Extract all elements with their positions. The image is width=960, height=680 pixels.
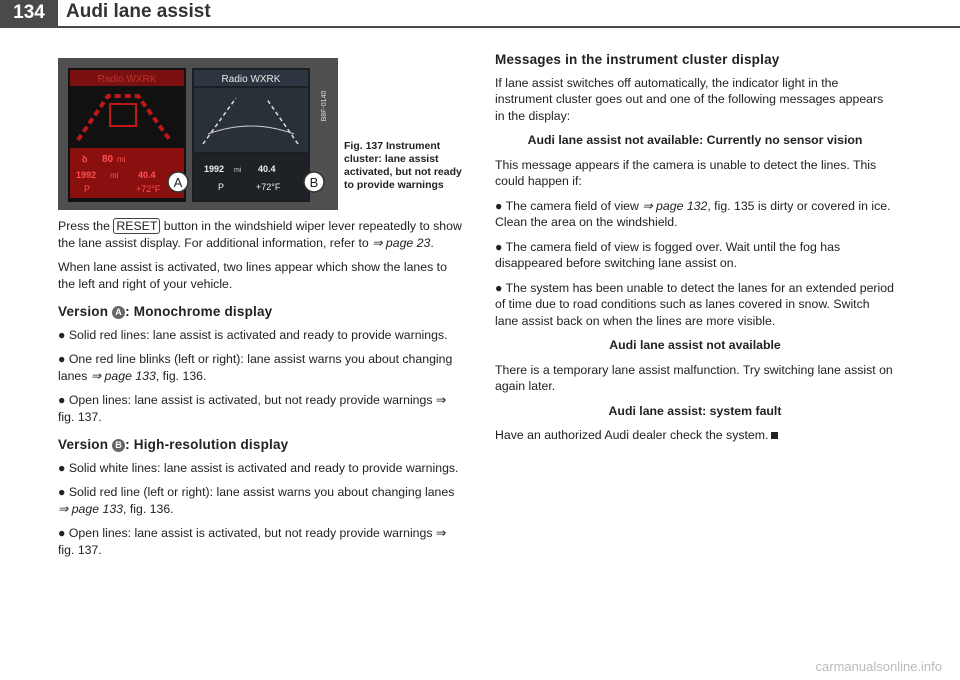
svg-text:A: A: [173, 175, 183, 190]
bullet-c2: ● The camera field of view is fogged over. Wait until the fog has disappeared before switching lane assist on.: [495, 239, 841, 270]
svg-text:P: P: [84, 184, 91, 194]
bullet-b3: ● Open lines: lane assist is activated, but not ready provide warnings ⇒ fig. 137.: [58, 526, 447, 557]
badge-b: B: [112, 439, 125, 452]
svg-text:ꝺ: ꝺ: [82, 154, 88, 164]
page-ref-132[interactable]: ⇒ page 132: [642, 198, 708, 213]
figure-137: [58, 58, 462, 210]
bullet-b1: ● Solid white lines: lane assist is activated and ready to provide warnings.: [58, 460, 459, 475]
message-1-text: This message appears if the camera is unable to detect the lines. This could happen if:: [495, 157, 877, 188]
bullet-c1: ● The camera field of view ⇒ page 132, fig. 135 is dirty or covered in ice. Clean the area on the windshield.: [495, 198, 891, 229]
page-ref-133-a[interactable]: ⇒ page 133: [90, 368, 156, 383]
message-3-title: Audi lane assist: system fault: [608, 403, 782, 418]
svg-text:P: P: [218, 182, 225, 192]
svg-text:40.4: 40.4: [258, 164, 276, 174]
bullet-a2: ● One red line blinks (left or right): lane assist warns you about changing lanes ⇒ page 133, fig. 136.: [58, 352, 453, 383]
badge-a: A: [112, 306, 125, 319]
bullet-a3: ● Open lines: lane assist is activated, but not ready provide warnings ⇒ fig. 137.: [58, 393, 447, 424]
bullet-a1: ● Solid red lines: lane assist is activated and ready to provide warnings.: [58, 327, 448, 342]
svg-text:+72°F: +72°F: [256, 182, 281, 192]
bullet-b2: ● Solid red line (left or right): lane assist warns you about changing lanes ⇒ page 133, fig. 136.: [58, 485, 455, 516]
svg-text:1992: 1992: [204, 164, 225, 174]
svg-text:1992: 1992: [76, 170, 97, 180]
display-a-title: Radio WXRK: [97, 74, 157, 85]
svg-text:B: B: [309, 175, 319, 190]
heading-version-a: Version A : Monochrome display: [58, 304, 273, 319]
message-2-title: Audi lane assist not available: [609, 338, 781, 352]
figure-caption: Fig. 137 Instrument cluster: lane assist activated, but not ready to provide warnings: [344, 140, 462, 191]
paragraph-reset: Press the RESET button in the windshield wiper lever repeatedly to show the lane assist display. For additional information, refer to ⇒ page 23.: [58, 219, 462, 250]
message-2-text: There is a temporary lane assist malfunction. Try switching lane assist on again later.: [495, 362, 893, 393]
message-3-text: Have an authorized Audi dealer check the system.: [495, 427, 895, 444]
instrument-cluster-figure: [58, 58, 338, 210]
heading-version-b: Version B : High-resolution display: [58, 437, 289, 452]
watermark: carmanualsonline.info: [815, 659, 942, 674]
svg-text:40.4: 40.4: [138, 170, 156, 180]
left-column: [58, 58, 462, 566]
display-b-title: Radio WXRK: [221, 74, 281, 85]
paragraph-lanes: When lane assist is activated, two lines appear which show the lanes to the left and right of your vehicle.: [58, 260, 447, 291]
reset-key: RESET: [113, 218, 160, 234]
svg-text:mi: mi: [234, 167, 242, 174]
message-1-title: Audi lane assist not available: Currently no sensor vision: [527, 133, 863, 147]
figure-code: B8F-0140: [321, 90, 328, 122]
page-ref-23[interactable]: ⇒ page 23: [372, 235, 431, 250]
header-rule: [0, 26, 960, 28]
svg-text:+72°F: +72°F: [136, 184, 161, 194]
heading-messages: Messages in the instrument cluster display: [495, 52, 780, 67]
bullet-c3: ● The system has been unable to detect the lanes for an extended period of time due to road conditions such as lanes covered in snow. Switch lane assist back on when the lines are more visible.: [495, 280, 894, 328]
display-a-speed: 80: [102, 154, 114, 165]
page-title: Audi lane assist: [66, 1, 211, 22]
page-ref-133-b[interactable]: ⇒ page 133: [58, 501, 124, 516]
paragraph-intro: If lane assist switches off automatically, the indicator light in the instrument cluster goes out and one of the following messages appears in the display:: [495, 75, 884, 123]
page-number: 134: [0, 0, 58, 26]
end-of-section-icon: [771, 432, 778, 439]
svg-text:mi: mi: [110, 171, 119, 180]
svg-text:mi: mi: [117, 155, 126, 164]
right-column: [495, 52, 895, 452]
cluster-illustration: [58, 58, 338, 210]
